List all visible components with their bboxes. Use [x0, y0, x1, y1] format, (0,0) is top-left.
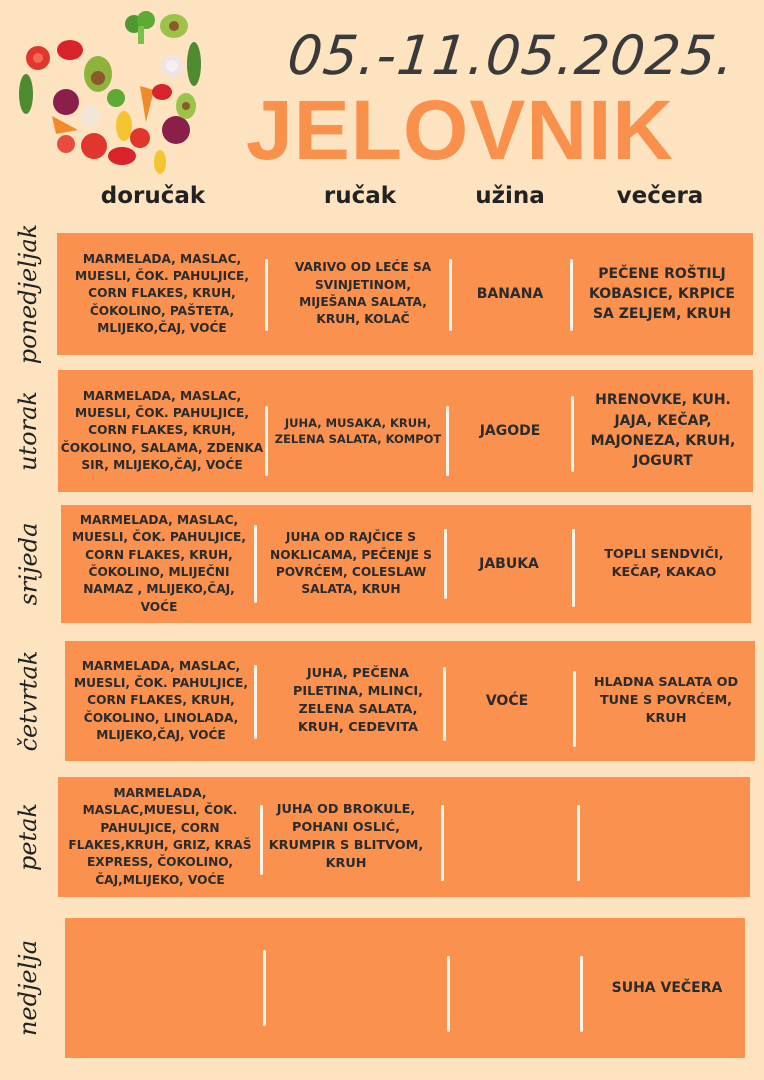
corn-icon [154, 150, 166, 174]
tomato-icon [81, 133, 107, 159]
column-divider [254, 665, 257, 739]
menu-row-ponedjeljak [57, 233, 753, 355]
column-divider [441, 805, 444, 881]
garlic-icon [80, 106, 100, 126]
beet-icon [53, 89, 79, 115]
cell-dorucak: MARMELADA, MASLAC, MUESLI, ČOK. PAHULJICE, CORN FLAKES, KRUH, ČOKOLINO, SALAMA, ZDENKA SIR, MLIJEKO,ČAJ, VOĆE [60, 388, 264, 472]
carrot-icon [140, 86, 154, 122]
menu-row-nedjelja [65, 918, 745, 1058]
tomato-icon [57, 135, 75, 153]
day-label-utorak: utorak [14, 391, 42, 471]
column-divider [444, 529, 447, 599]
cell-vecera: PEČENE ROŠTILJ KOBASICE, KRPICE SA ZELJEM, KRUH [589, 265, 735, 323]
cell-dorucak: MARMELADA, MASLAC, MUESLI, ČOK. PAHULJICE, CORN FLAKES, KRUH, ČOKOLINO, MLIJEČNI NAMAZ , MLIJEKO,ČAJ, VOĆE [72, 513, 246, 614]
cell-dorucak: MARMELADA, MASLAC, MUESLI, ČOK. PAHULJICE, CORN FLAKES, KRUH, ČOKOLINO, PAŠTETA, MLIJEKO,ČAJ, VOĆE [75, 251, 249, 335]
column-header-rucak: ručak [323, 183, 397, 209]
avocado-icon [84, 56, 112, 92]
avocado-icon [160, 14, 188, 38]
avocado-icon [176, 93, 196, 119]
cell-vecera: SUHA VEČERA [611, 979, 723, 996]
cell-vecera: HRENOVKE, KUH. JAJA, KEČAP, MAJONEZA, KRUH, JOGURT [590, 392, 736, 470]
cell-vecera: HLADNA SALATA OD TUNE S POVRĆEM, KRUH [593, 674, 739, 727]
cell-uzina [453, 918, 573, 1058]
column-divider [265, 406, 268, 476]
vegetable-heart-illustration [14, 6, 204, 181]
column-divider [447, 956, 450, 1032]
column-divider [572, 529, 575, 607]
column-divider [571, 396, 574, 472]
cell-rucak: VARIVO OD LEĆE SA SVINJETINOM, MIJEŠANA SALATA, KRUH, KOLAČ [294, 260, 432, 327]
column-divider [570, 259, 573, 331]
day-label-petak: petak [14, 802, 42, 872]
day-label-srijeda: srijeda [14, 522, 42, 606]
menu-row-petak [58, 777, 750, 897]
tomato-icon [130, 128, 150, 148]
onion-icon [161, 55, 183, 77]
cell-uzina: JAGODE [479, 422, 541, 439]
column-header-dorucak: doručak [100, 183, 206, 209]
cell-uzina: JABUKA [479, 555, 539, 572]
menu-row-utorak [58, 370, 753, 492]
menu-row-cetvrtak [65, 641, 755, 761]
day-label-ponedjeljak: ponedjeljak [14, 223, 43, 365]
carrot-icon [52, 116, 78, 134]
cell-uzina: VOĆE [485, 692, 529, 709]
column-header-uzina: užina [475, 183, 545, 209]
column-divider [443, 667, 446, 741]
cell-vecera: TOPLI SENDVIČI, KEČAP, KAKAO [604, 546, 724, 580]
column-divider [449, 259, 452, 331]
date-range: 05.-11.05.2025. [284, 24, 739, 87]
beet-icon [162, 116, 190, 144]
cell-uzina: BANANA [476, 285, 544, 302]
column-divider [580, 956, 583, 1032]
cell-dorucak [65, 918, 263, 1058]
pepper-icon [108, 147, 136, 165]
broccoli-icon [125, 11, 155, 44]
corn-icon [116, 111, 132, 141]
column-divider [263, 950, 266, 1026]
tomato-icon [26, 46, 50, 70]
page-title: JELOVNIK [246, 83, 675, 177]
cell-rucak: JUHA, MUSAKA, KRUH, ZELENA SALATA, KOMPOT [274, 415, 442, 446]
cell-uzina [448, 777, 568, 897]
day-label-cetvrtak: četvrtak [14, 650, 43, 752]
menu-row-srijeda [61, 505, 751, 623]
column-divider [577, 805, 580, 881]
cell-rucak: JUHA OD RAJČICE S NOKLICAMA, PEČENJE S POVRĆEM, COLESLAW SALATA, KRUH [270, 530, 432, 597]
column-divider [446, 406, 449, 476]
cell-vecera [584, 777, 744, 897]
cucumber-icon [187, 42, 201, 86]
cell-rucak: JUHA OD BROKULE, POHANI OSLIĆ, KRUMPIR S BLITVOM, KRUH [268, 801, 424, 872]
cell-dorucak: MARMELADA, MASLAC,MUESLI, ČOK. PAHULJICE, CORN FLAKES,KRUH, GRIZ, KRAŠ EXPRESS, ČOKOLINO, ČAJ,MLIJEKO, VOĆE [68, 786, 252, 887]
column-divider [265, 259, 268, 331]
cell-dorucak: MARMELADA, MASLAC, MUESLI, ČOK. PAHULJICE, CORN FLAKES, KRUH, ČOKOLINO, LINOLADA, MLIJEKO,ČAJ, VOĆE [74, 658, 248, 742]
cell-rucak: JUHA, PEČENA PILETINA, MLINCI, ZELENA SALATA, KRUH, CEDEVITA [292, 665, 424, 736]
cell-rucak [269, 918, 445, 1058]
pepper-icon [152, 84, 172, 100]
column-divider [573, 671, 576, 747]
column-header-vecera: večera [616, 183, 704, 209]
broccoli-icon [107, 89, 125, 107]
pepper-icon [57, 40, 83, 60]
cucumber-icon [19, 74, 33, 114]
day-label-nedjelja: nedjelja [14, 939, 42, 1037]
column-divider [254, 525, 257, 603]
